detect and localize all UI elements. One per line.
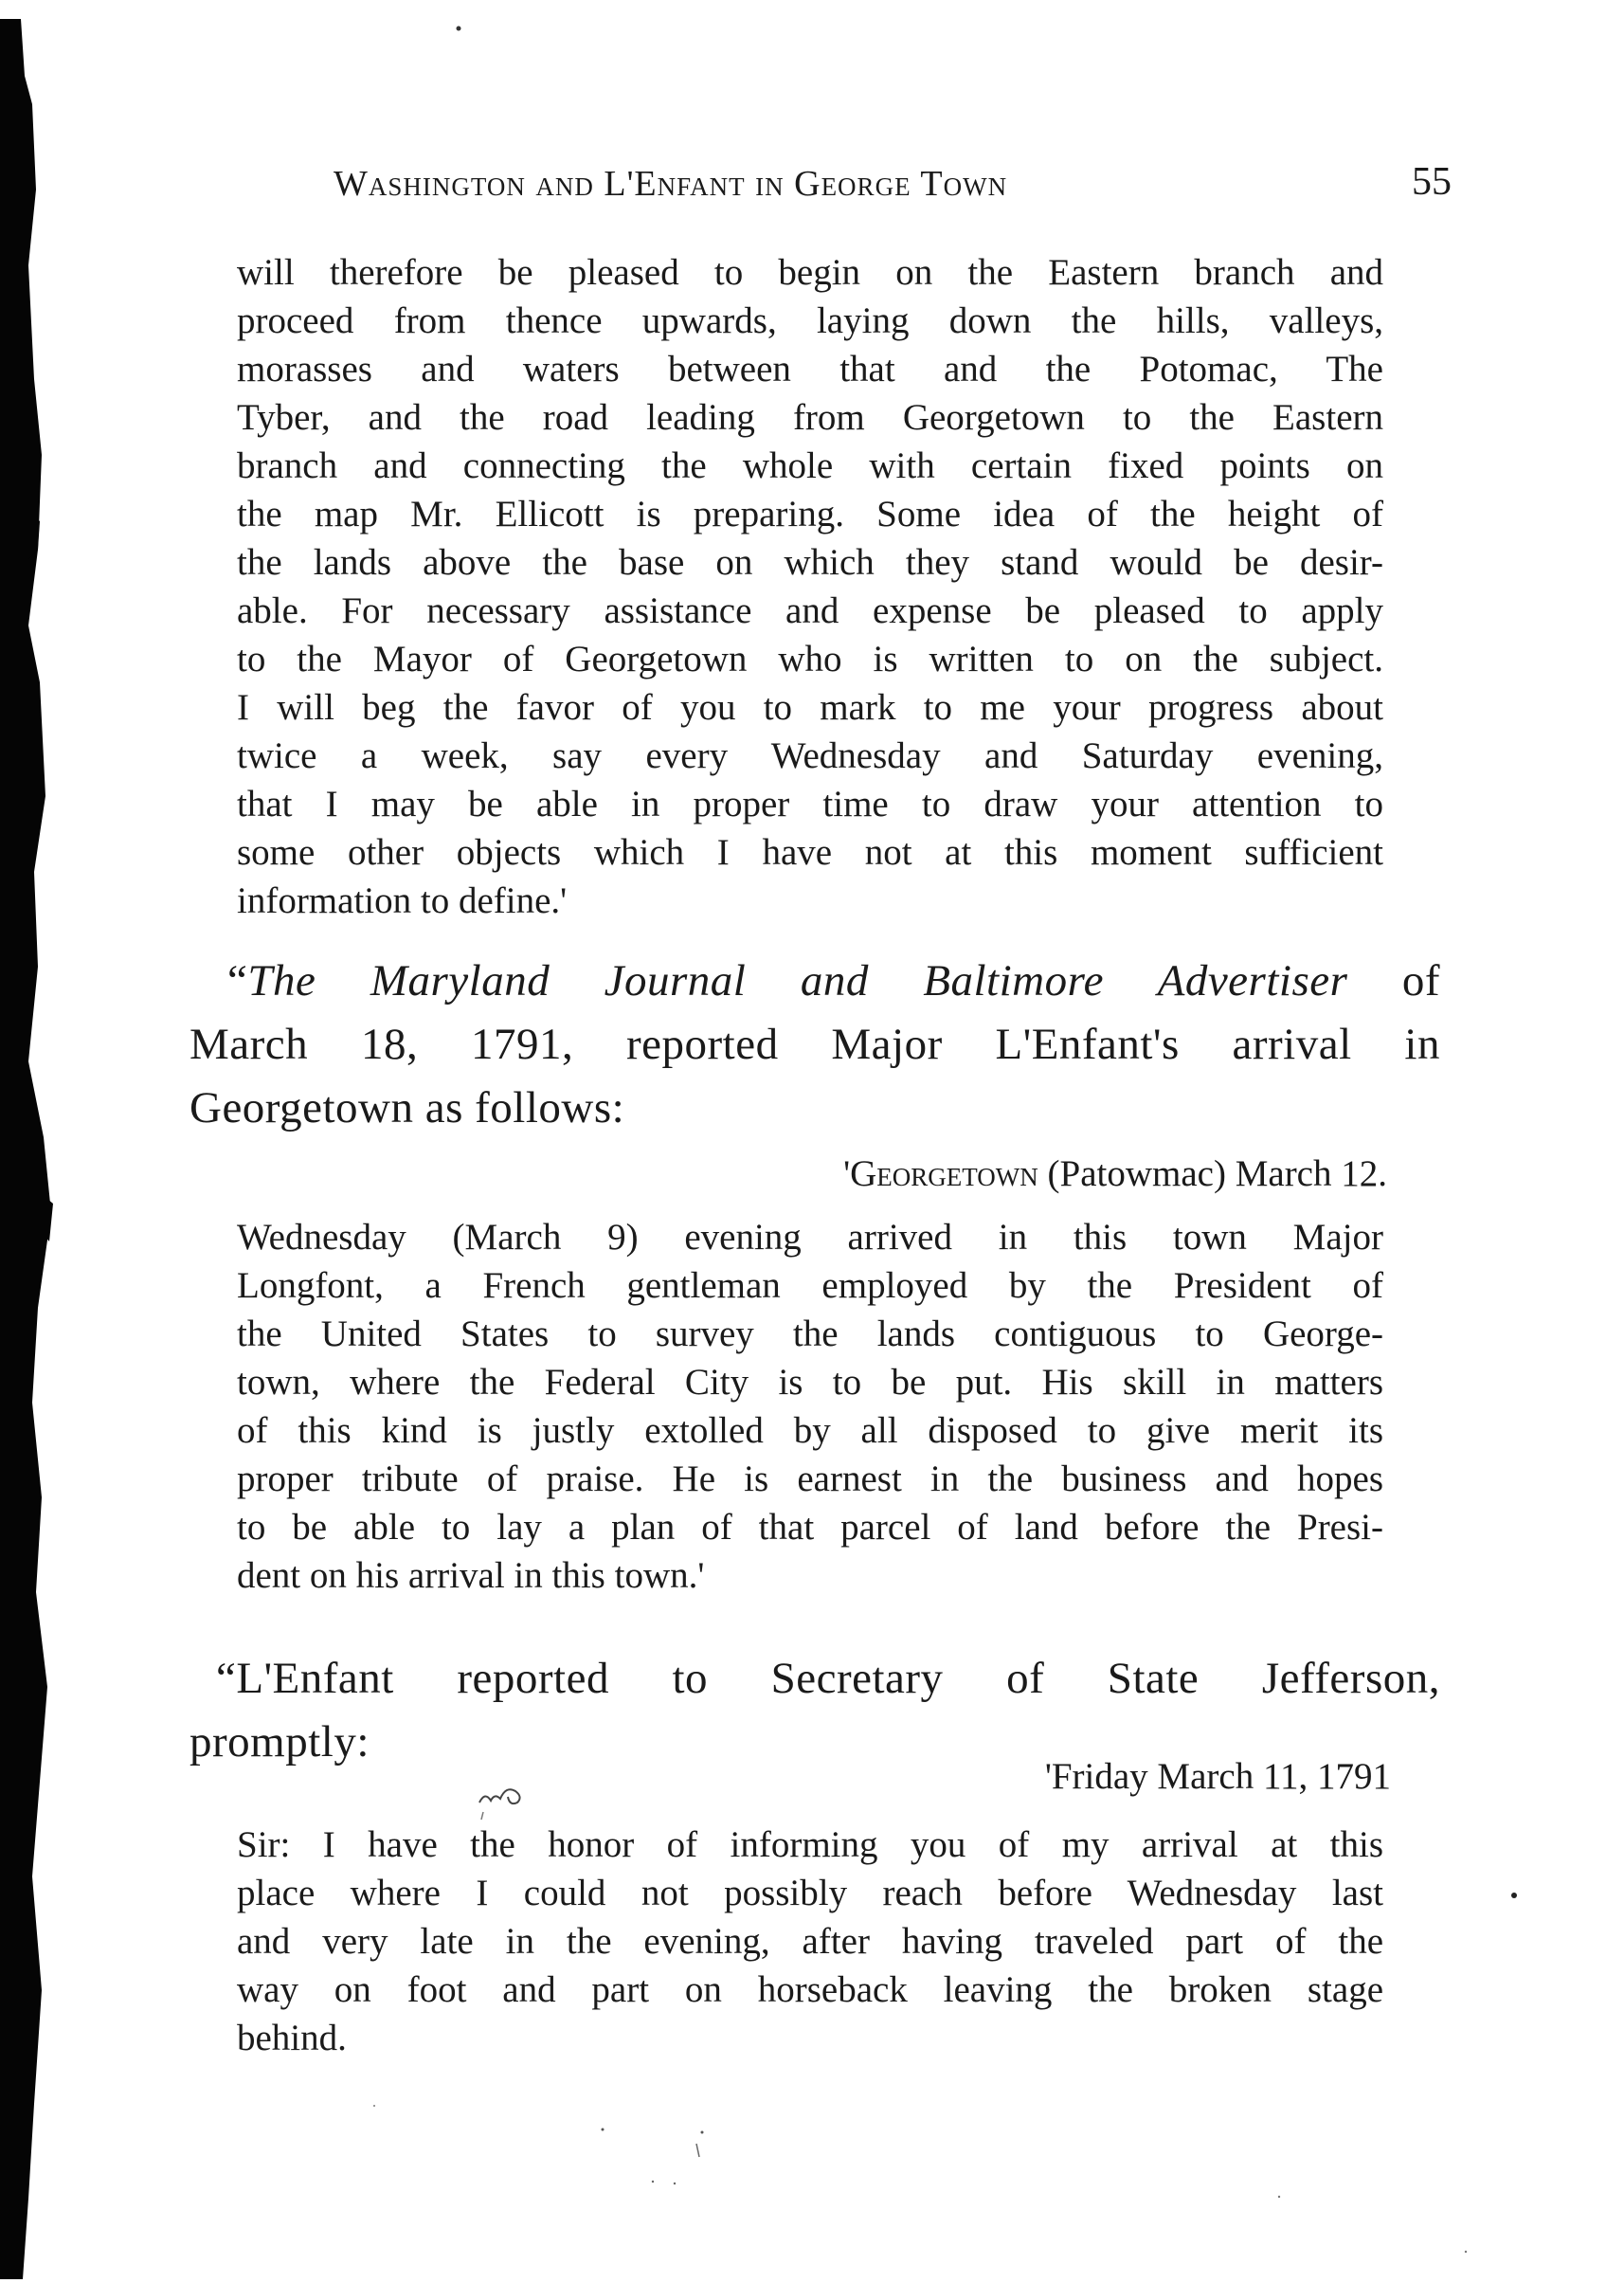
text-line: twice a week, say every Wednesday and Saturday evening,	[237, 735, 1383, 776]
text-line: town, where the Federal City is to be put. His skill in matters	[237, 1362, 1383, 1403]
text-line: branch and connecting the whole with certain fixed points on	[237, 445, 1383, 486]
text-line: the United States to survey the lands contiguous to George-	[237, 1314, 1383, 1354]
text-line: that I may be able in proper time to draw your attention to	[237, 784, 1383, 824]
scan-binding-edge	[0, 19, 57, 2279]
narrative-journal	[189, 950, 1440, 1140]
text-line: Tyber, and the road leading from Georgetown to the Eastern	[237, 397, 1383, 438]
journal-title: The Maryland Journal and Baltimore Advertiser	[247, 956, 1348, 1006]
narrative-line: Georgetown as follows:	[189, 1083, 625, 1132]
text-line: will therefore be pleased to begin on the Eastern branch and	[237, 252, 1383, 293]
dateline-place: Georgetown	[850, 1153, 1038, 1194]
text-line: place where I could not possibly reach before Wednesday last	[237, 1873, 1383, 1913]
letter-dateline: 'Friday March 11, 1791	[1044, 1756, 1391, 1797]
text-line: information to define.'	[237, 880, 568, 921]
text-line: some other objects which I have not at this moment sufficient	[237, 832, 1383, 873]
text-line: the map Mr. Ellicott is preparing. Some idea of the height of	[237, 494, 1383, 535]
letter-lenfant-body	[237, 1821, 1383, 2062]
running-head: Washington and L'Enfant in George Town	[334, 164, 1008, 204]
opening-quote: “	[227, 956, 248, 1006]
narrative-line	[189, 950, 1440, 1013]
news-dateline	[843, 1152, 1387, 1195]
narrative-word: of	[1401, 956, 1441, 1006]
narrative-line: promptly:	[189, 1717, 370, 1767]
text-line: of this kind is justly extolled by all disposed to give merit its	[237, 1410, 1383, 1451]
page-header	[334, 160, 1452, 220]
text-line: and very late in the evening, after having traveled part of the	[237, 1921, 1383, 1962]
text-line: dent on his arrival in this town.'	[237, 1555, 705, 1596]
text-line: able. For necessary assistance and expense be pleased to apply	[237, 590, 1383, 631]
text-line: to the Mayor of Georgetown who is written to on the subject.	[237, 639, 1383, 679]
page-number: 55	[1412, 160, 1452, 204]
handwritten-mark	[472, 1765, 557, 1821]
text-line: Sir: I have the honor of informing you of my arrival at this	[237, 1824, 1383, 1865]
dateline-rest: (Patowmac) March 12.	[1047, 1153, 1387, 1194]
letter-washington	[237, 248, 1383, 925]
text-line: morasses and waters between that and the Potomac, The	[237, 349, 1383, 390]
narrative-text: “L'Enfant reported to Secretary of State Jefferson,	[216, 1654, 1440, 1703]
text-line: to be able to lay a plan of that parcel of land before the Presi-	[237, 1507, 1383, 1548]
text-line: Wednesday (March 9) evening arrived in this town Major	[237, 1217, 1383, 1258]
text-line: way on foot and part on horseback leaving the broken stage	[237, 1969, 1383, 2010]
narrative-line	[189, 1647, 1440, 1711]
text-line: the lands above the base on which they stand would be desir-	[237, 542, 1383, 583]
text-line: I will beg the favor of you to mark to me your progress about	[237, 687, 1383, 728]
narrative-line: March 18, 1791, reported Major L'Enfant's arrival in	[189, 1020, 1440, 1069]
dateline-quote: '	[843, 1153, 851, 1194]
text-line: proceed from thence upwards, laying down the hills, valleys,	[237, 300, 1383, 341]
text-line: Longfont, a French gentleman employed by the President of	[237, 1265, 1383, 1306]
text-line: proper tribute of praise. He is earnest in the business and hopes	[237, 1459, 1383, 1499]
news-item-body	[237, 1213, 1383, 1600]
text-line: behind.	[237, 2018, 347, 2058]
